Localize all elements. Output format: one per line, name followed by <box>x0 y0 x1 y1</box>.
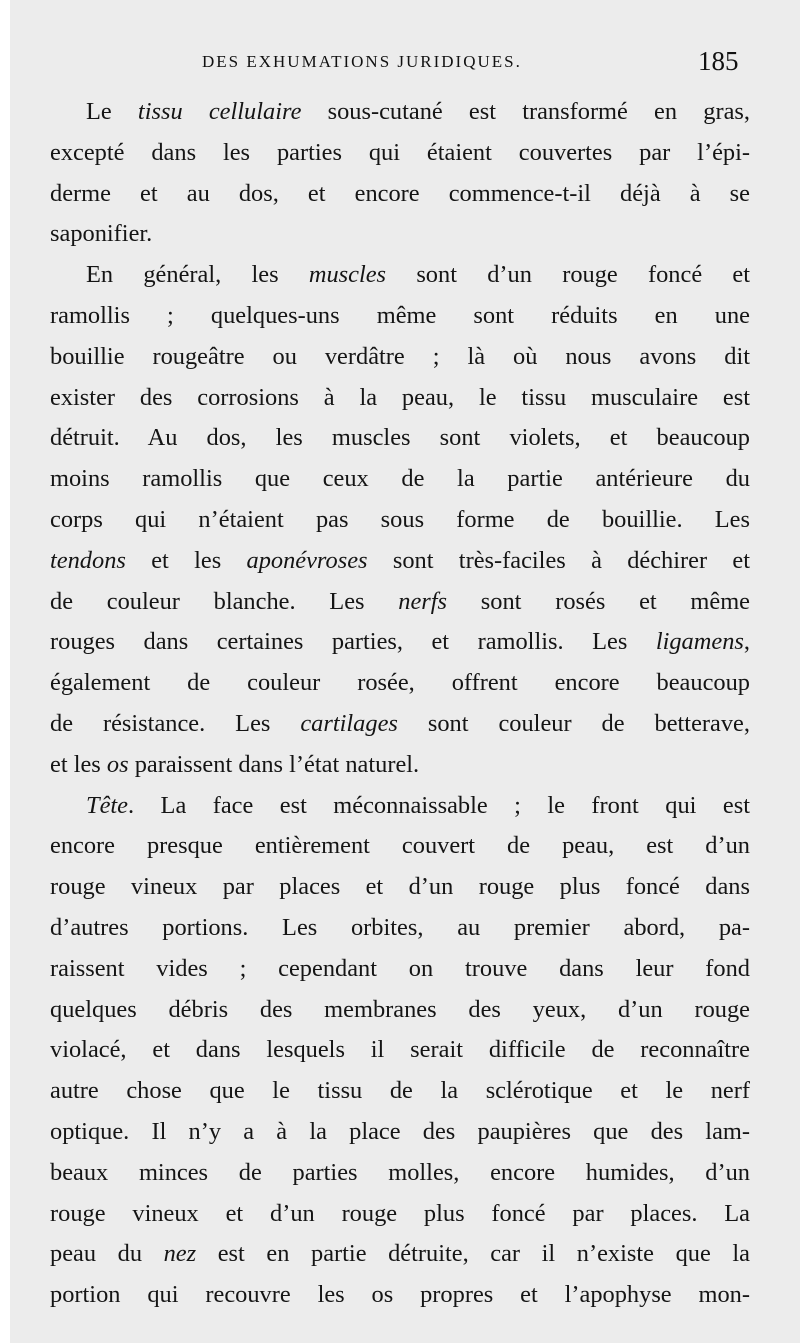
italic-term: aponévroses <box>246 546 368 574</box>
text-line <box>50 541 750 582</box>
text-line <box>50 704 750 745</box>
text-run: corps qui n’étaient pas sous forme de bouillie. Les <box>50 505 750 533</box>
text-line <box>50 582 750 623</box>
text-run: sont rosés et même <box>447 587 750 615</box>
text-run: sous-cutané est transformé en gras, <box>301 98 750 125</box>
paragraph <box>50 786 750 1316</box>
text-line <box>50 337 750 378</box>
text-run: paraissent dans l’état naturel. <box>128 750 420 778</box>
text-line <box>50 990 750 1031</box>
text-line <box>50 296 750 337</box>
page-number: 185 <box>698 46 739 76</box>
text-run: bouillie rougeâtre ou verdâtre ; là où nous avons dit <box>50 342 750 370</box>
text-run: moins ramollis que ceux de la partie antérieure du <box>50 465 750 493</box>
text-run: et les <box>50 750 107 778</box>
text-run: excepté dans les parties qui étaient couvertes par l’épi- <box>50 138 750 166</box>
text-run: est en partie détruite, car il n’existe que la <box>196 1240 750 1268</box>
text-run: rouge vineux et d’un rouge plus foncé par places. La <box>50 1199 750 1227</box>
italic-term: tendons <box>50 546 126 574</box>
italic-term: Tête <box>86 791 128 819</box>
text-run: de résistance. Les <box>50 709 301 737</box>
book-page <box>10 0 800 1343</box>
text-run: également de couleur rosée, offrent encore beaucoup <box>50 669 750 697</box>
text-line <box>50 826 750 867</box>
text-line <box>50 1112 750 1153</box>
italic-term: cartilages <box>300 709 398 737</box>
text-line <box>50 1275 750 1316</box>
text-line <box>50 255 750 296</box>
text-run: saponifier. <box>50 220 153 248</box>
italic-term: tissu cellulaire <box>137 98 302 125</box>
text-line <box>50 663 750 704</box>
text-line <box>50 418 750 459</box>
text-line <box>50 133 750 174</box>
text-run: sont couleur de betterave, <box>397 709 750 737</box>
text-line <box>50 92 750 133</box>
text-run: derme et au dos, et encore commence-t-il déjà à se <box>50 179 750 207</box>
text-line <box>50 1071 750 1112</box>
italic-term: os <box>106 750 129 778</box>
italic-term: muscles <box>308 261 387 289</box>
text-run: sont très-faciles à déchirer et <box>367 546 750 574</box>
text-line <box>50 1153 750 1194</box>
text-run: sont d’un rouge foncé et <box>386 261 750 289</box>
text-run: , <box>743 628 750 656</box>
italic-term: ligamens <box>655 628 744 656</box>
text-run: quelques débris des membranes des yeux, d’un rouge <box>50 995 750 1023</box>
text-run: et les <box>125 546 247 574</box>
page-header <box>10 48 800 82</box>
text-run: Le <box>86 98 138 125</box>
text-line <box>50 745 750 786</box>
text-run: optique. Il n’y a à la place des paupières que des lam- <box>50 1117 750 1145</box>
body-text <box>50 92 750 1316</box>
text-run: rouges dans certaines parties, et ramollis. Les <box>50 628 656 656</box>
text-line <box>50 174 750 215</box>
text-line <box>50 378 750 419</box>
text-line <box>50 908 750 949</box>
text-run: d’autres portions. Les orbites, au premier abord, pa- <box>50 913 750 941</box>
text-run: ramollis ; quelques-uns même sont réduits en une <box>50 301 750 329</box>
text-line <box>50 214 750 255</box>
text-line <box>50 949 750 990</box>
text-run: rouge vineux par places et d’un rouge plus foncé dans <box>50 873 750 901</box>
text-run: autre chose que le tissu de la sclérotique et le nerf <box>50 1077 750 1105</box>
text-run: violacé, et dans lesquels il serait difficile de reconnaître <box>50 1036 750 1064</box>
text-run: de couleur blanche. Les <box>50 587 399 615</box>
text-line <box>50 867 750 908</box>
text-line <box>50 622 750 663</box>
paragraph <box>50 92 750 255</box>
text-run: beaux minces de parties molles, encore humides, d’un <box>50 1158 750 1186</box>
text-run: peau du <box>50 1240 164 1268</box>
text-line <box>50 1194 750 1235</box>
text-line <box>50 786 750 827</box>
running-head: DES EXHUMATIONS JURIDIQUES. <box>202 52 522 71</box>
text-run: En général, les <box>86 261 309 289</box>
text-line <box>50 500 750 541</box>
text-line <box>50 1030 750 1071</box>
italic-term: nerfs <box>398 587 448 615</box>
text-run: . La face est méconnaissable ; le front qui est <box>128 791 750 819</box>
paragraph <box>50 255 750 785</box>
text-run: exister des corrosions à la peau, le tissu musculaire est <box>50 383 750 411</box>
italic-term: nez <box>163 1240 197 1268</box>
text-line <box>50 459 750 500</box>
text-run: portion qui recouvre les os propres et l’apophyse mon- <box>50 1281 750 1309</box>
text-run: détruit. Au dos, les muscles sont violets, et beaucoup <box>50 424 750 452</box>
text-run: encore presque entièrement couvert de peau, est d’un <box>50 832 750 860</box>
text-line <box>50 1234 750 1275</box>
text-run: raissent vides ; cependant on trouve dans leur fond <box>50 954 750 982</box>
